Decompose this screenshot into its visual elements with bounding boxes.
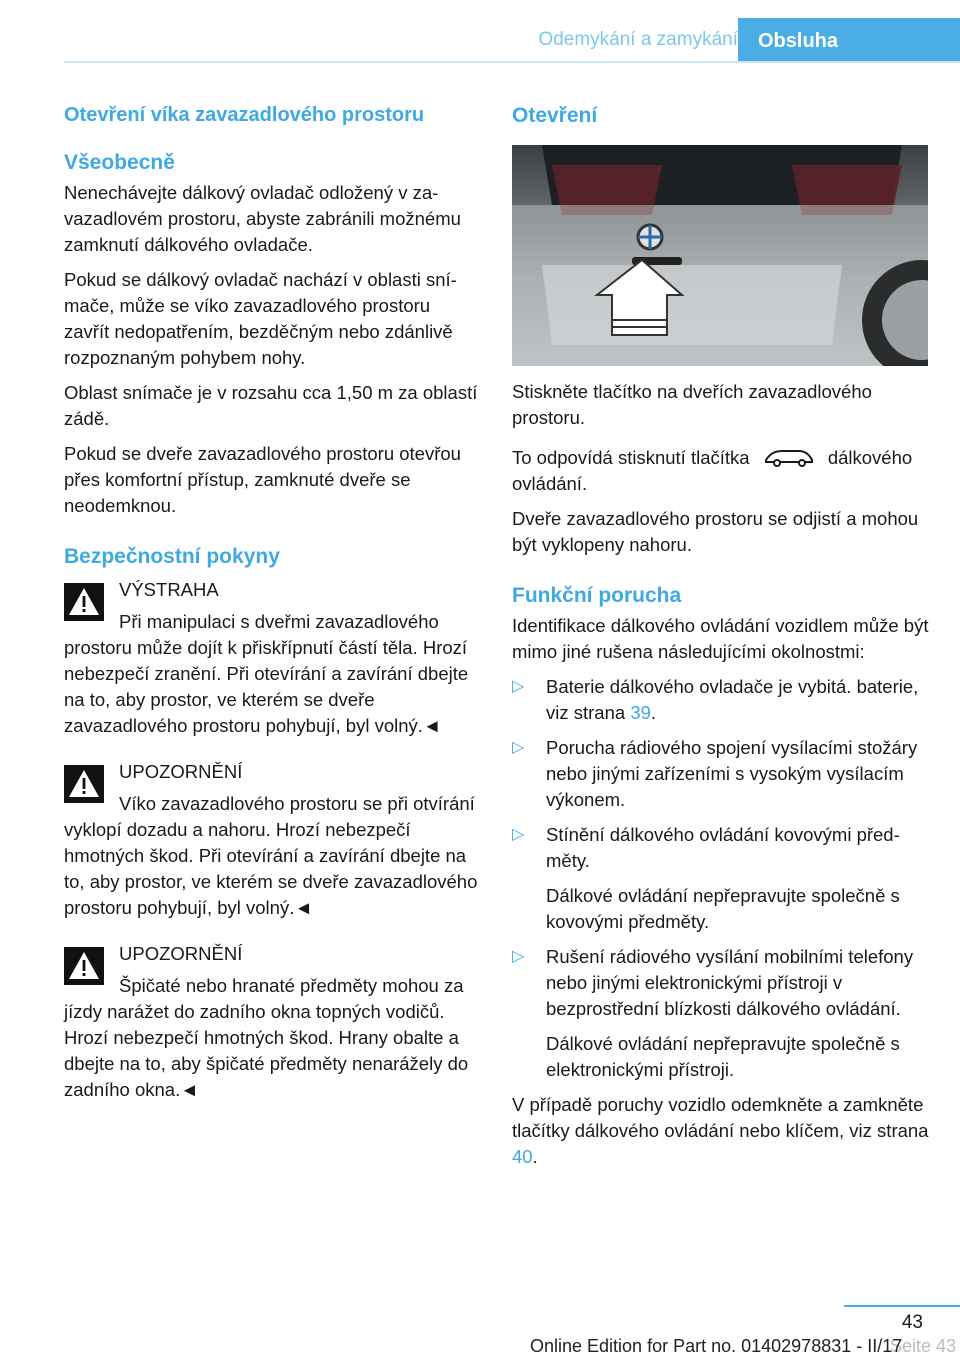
press-paragraph: Stiskněte tlačítko na dveřích zavazadlového prostoru. bbox=[512, 381, 872, 428]
header-chapter-tab: Obsluha bbox=[738, 18, 960, 62]
notice-text: Víko zavazadlového prostoru se při otvírání vyklopí dozadu a nahoru. Hrozí nebezpečí hmotných škod. Při otevírání a zavírání dbejte na to, aby prostor, ve kterém se dveře zavazadlového prostoru pohybují, byl volný.◄ bbox=[64, 793, 478, 918]
warning-triangle-icon bbox=[64, 583, 104, 621]
general-paragraph-4: Pokud se dveře zavazadlového prostoru otevřou přes komfortní přístup, zamknuté dveře se neodemknou. bbox=[64, 443, 461, 516]
list-item-subtext: Dálkové ovládání nepřepravujte společně s elektronickými přístroji. bbox=[546, 1033, 900, 1080]
open-heading: Otevření bbox=[512, 104, 598, 127]
fault-heading: Funkční porucha bbox=[512, 584, 682, 607]
bullet-triangle-icon: ▷ bbox=[512, 826, 525, 843]
list-item-text: Rušení rádiového vysílání mobilními telefony nebo jinými elektronickými přístroji v bezprostřední blízkosti dálkového ovládání. bbox=[546, 946, 914, 1019]
edition-label: Online Edition for Part no. 01402978831 - II/17 bbox=[530, 1336, 903, 1356]
warning-block bbox=[64, 577, 480, 739]
general-paragraph-1: Nenechávejte dálkový ovladač odložený v zavazadlovém prostoru, abyste zabránili možnému zamknutí dálkového ovladače. bbox=[64, 182, 461, 255]
notice-block bbox=[64, 759, 480, 921]
footer-divider bbox=[844, 1305, 960, 1307]
general-paragraph-3: Oblast snímače je v rozsahu cca 1,50 m za oblastí zádě. bbox=[64, 382, 478, 429]
general-paragraph-2: Pokud se dálkový ovladač nachází v oblasti snímače, může se víko zavazadlového prostoru zavřít nedopatřením, bezděčným nebo zdánlivě rozpoznaným pohybem nohy. bbox=[64, 269, 457, 368]
warning-text: Při manipulaci s dveřmi zavazadlového prostoru může dojít k přiskřípnutí částí těla. Hrozí nebezpečí zranění. Při otevírání a zavírání dbejte na to, aby prostor, ve kterém se dveře zavazadlového prostoru pohybují, byl volný.◄ bbox=[64, 611, 469, 736]
page-link[interactable]: 39 bbox=[630, 702, 651, 723]
page-number: 43 bbox=[901, 1312, 923, 1333]
fault-list bbox=[512, 674, 932, 1083]
end-text: V případě poruchy vozidlo odemkněte a zamkněte tlačítky dálkového ovládání nebo klíčem, viz strana bbox=[512, 1094, 929, 1141]
car-tailgate-icon bbox=[763, 446, 815, 468]
correspond-text-b: dálkového ovládání. bbox=[512, 447, 913, 494]
list-item bbox=[512, 674, 932, 726]
general-heading: Všeobecně bbox=[64, 151, 175, 174]
list-item bbox=[512, 944, 932, 1083]
unlock-paragraph: Dveře zavazadlového prostoru se odjistí a mohou být vyklopeny nahoru. bbox=[512, 508, 919, 555]
warning-triangle-icon bbox=[64, 765, 104, 803]
tailgate-illustration bbox=[512, 145, 928, 366]
right-column bbox=[512, 100, 932, 1170]
notice-block bbox=[64, 941, 480, 1103]
left-column bbox=[64, 100, 480, 1103]
list-item-tail: . bbox=[650, 702, 657, 723]
notice-label: UPOZORNĚNÍ bbox=[119, 943, 243, 964]
warning-triangle-icon bbox=[64, 947, 104, 985]
end-paragraph bbox=[512, 1092, 932, 1170]
list-item-subtext: Dálkové ovládání nepřepravujte společně s kovovými předměty. bbox=[546, 885, 900, 932]
end-tail: . bbox=[532, 1146, 538, 1167]
bullet-triangle-icon: ▷ bbox=[512, 678, 525, 695]
fault-paragraph: Identifikace dálkového ovládání vozidlem může být mimo jiné rušena následujícími okolnostmi: bbox=[512, 615, 929, 662]
page-link[interactable]: 40 bbox=[512, 1146, 533, 1167]
list-item bbox=[512, 822, 932, 935]
watermark: Seite 43 bbox=[889, 1336, 956, 1356]
warning-label: VÝSTRAHA bbox=[119, 579, 219, 600]
header-divider bbox=[64, 61, 960, 63]
notice-label: UPOZORNĚNÍ bbox=[119, 761, 243, 782]
tailgate-photo bbox=[512, 145, 928, 366]
correspond-paragraph bbox=[512, 445, 932, 497]
header-section-title: Odemykání a zamykání bbox=[538, 29, 738, 50]
list-item bbox=[512, 735, 932, 813]
list-item-text: Stínění dálkového ovládání kovovými předměty. bbox=[546, 824, 900, 871]
bullet-triangle-icon: ▷ bbox=[512, 948, 525, 965]
bullet-triangle-icon: ▷ bbox=[512, 739, 525, 756]
safety-heading: Bezpečnostní pokyny bbox=[64, 545, 280, 568]
notice-text: Špičaté nebo hranaté předměty mohou za jízdy narážet do zadního okna topných vodičů. Hrozí nebezpečí hmotných škod. Hrany obalte a dbejte na to, aby špičaté předměty nenarážely do zadního okna.◄ bbox=[64, 975, 469, 1100]
correspond-text-a: To odpovídá stisknutí tlačítka bbox=[512, 447, 750, 468]
list-item-text: Porucha rádiového spojení vysílacími stožáry nebo jinými zařízeními s vysokým vysílacím výkonem. bbox=[546, 737, 918, 810]
section-title: Otevření víka zavazadlového prostoru bbox=[64, 104, 425, 126]
list-item-text: Baterie dálkového ovladače je vybitá. baterie, viz strana bbox=[546, 676, 919, 723]
